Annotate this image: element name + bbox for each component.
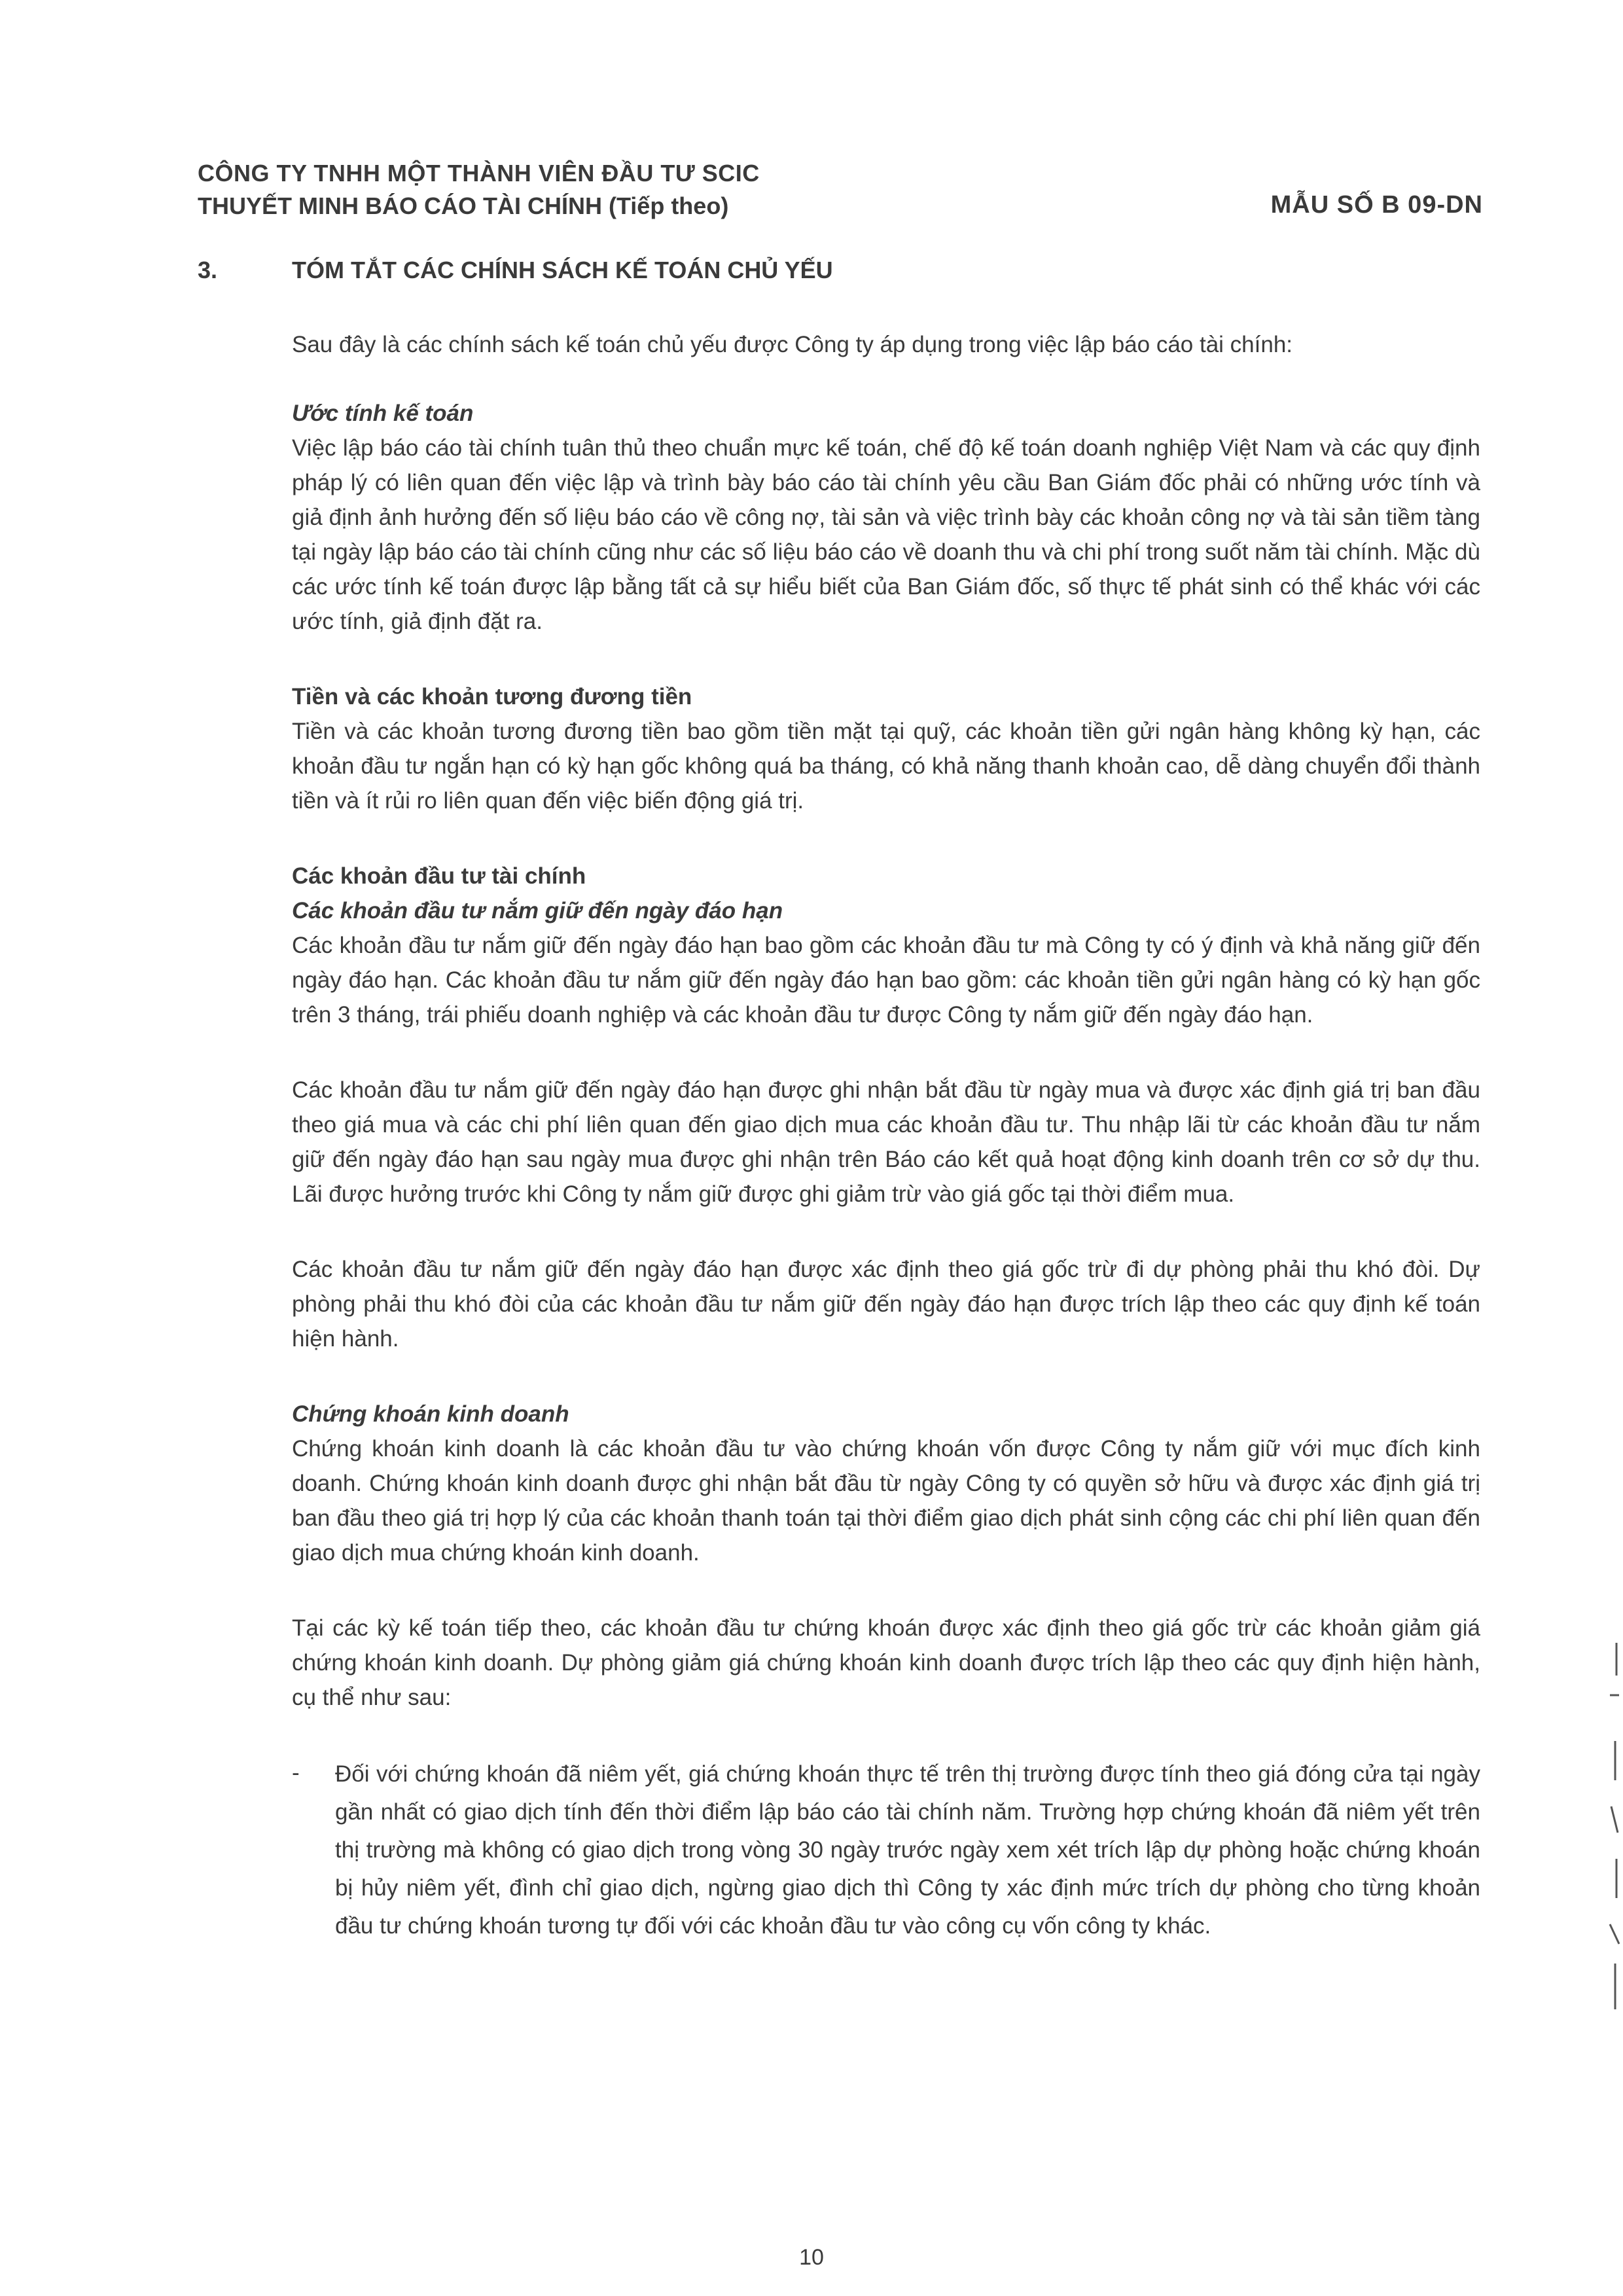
- page-header: [198, 157, 1493, 223]
- estimates-paragraph: Việc lập báo cáo tài chính tuân thủ theo chuẩn mực kế toán, chế độ kế toán doanh nghiệp Việt Nam và các quy định pháp lý có liên quan đến việc lập và trình bày báo cáo tài chính yêu cầu Ban Giám đốc phải có những ước tính và giả định ảnh hưởng đến số liệu báo cáo về công nợ, tài sản và việc trình bày các khoản công nợ và tài sản tiềm tàng tại ngày lập báo cáo tài chính cũng như các số liệu báo cáo về doanh thu và chi phí trong suốt năm tài chính. Mặc dù các ước tính kế toán được lập bằng tất cả sự hiểu biết của Ban Giám đốc, số thực tế phát sinh có thể khác với các ước tính, giả định đặt ra.: [292, 435, 1480, 634]
- section-heading: [198, 257, 833, 284]
- document-subtitle: THUYẾT MINH BÁO CÁO TÀI CHÍNH (Tiếp theo): [198, 192, 729, 219]
- trading-paragraph-1: Chứng khoán kinh doanh là các khoản đầu tư vào chứng khoán vốn được Công ty nắm giữ với mục đích kinh doanh. Chứng khoán kinh doanh được ghi nhận bắt đầu từ ngày Công ty có quyền sở hữu và được xác định giá trị ban đầu theo giá trị hợp lý của các khoản thanh toán tại thời điểm giao dịch phát sinh cộng các chi phí liên quan đến giao dịch mua chứng khoán kinh doanh.: [292, 1436, 1480, 1566]
- form-number: MẪU SỐ B 09-DN: [1270, 191, 1483, 219]
- cash-paragraph: Tiền và các khoản tương đương tiền bao gồm tiền mặt tại quỹ, các khoản tiền gửi ngân hàng không kỳ hạn, các khoản đầu tư ngắn hạn có kỳ hạn gốc không quá ba tháng, có khả năng thanh khoản cao, dễ dàng chuyển đổi thành tiền và ít rủi ro liên quan đến việc biến động giá trị.: [292, 719, 1480, 814]
- htm-paragraph-2: Các khoản đầu tư nắm giữ đến ngày đáo hạn được ghi nhận bắt đầu từ ngày mua và được xác định giá trị ban đầu theo giá mua và các chi phí liên quan đến giao dịch mua các khoản đầu tư. Thu nhập lãi từ các khoản đầu tư nắm giữ đến ngày đáo hạn sau ngày mua được ghi nhận trên Báo cáo kết quả hoạt động kinh doanh trên cơ sở dự thu. Lãi được hưởng trước khi Công ty nắm giữ được ghi giảm trừ vào giá gốc tại thời điểm mua.: [292, 1077, 1480, 1207]
- list-item: [292, 1755, 1480, 1945]
- estimates-heading: Ước tính kế toán: [292, 401, 474, 426]
- trading-bullet-1: Đối với chứng khoán đã niêm yết, giá chứng khoán thực tế trên thị trường được tính theo giá đóng cửa tại ngày gần nhất có giao dịch tính đến thời điểm lập báo cáo tài chính năm. Trường hợp chứng khoán đã niêm yết trên thị trường mà không có giao dịch trong vòng 30 ngày trước ngày xem xét trích lập dự phòng hoặc chứng khoán bị hủy niêm yết, đình chỉ giao dịch, ngừng giao dịch thì Công ty xác định mức trích dự phòng cho từng khoản đầu tư chứng khoán tương tự đối với các khoản đầu tư vào công cụ vốn công ty khác.: [335, 1761, 1480, 1939]
- cash-heading: Tiền và các khoản tương đương tiền: [292, 684, 692, 709]
- page-number: 10: [799, 2245, 824, 2270]
- company-name: CÔNG TY TNHH MỘT THÀNH VIÊN ĐẦU TƯ SCIC: [198, 160, 760, 187]
- htm-paragraph-3: Các khoản đầu tư nắm giữ đến ngày đáo hạn được xác định theo giá gốc trừ đi dự phòng phải thu khó đòi. Dự phòng phải thu khó đòi của các khoản đầu tư nắm giữ đến ngày đáo hạn được trích lập theo các quy định kế toán hiện hành.: [292, 1257, 1480, 1352]
- document-body: [292, 327, 1480, 1945]
- investments-heading: Các khoản đầu tư tài chính: [292, 863, 586, 889]
- trading-heading: Chứng khoán kinh doanh: [292, 1401, 569, 1427]
- bullet-dash: -: [292, 1760, 300, 1785]
- section-number: 3.: [198, 257, 218, 283]
- section-title: TÓM TẮT CÁC CHÍNH SÁCH KẾ TOÁN CHỦ YẾU: [292, 257, 833, 283]
- trading-paragraph-2: Tại các kỳ kế toán tiếp theo, các khoản đầu tư chứng khoán được xác định theo giá gốc trừ các khoản giảm giá chứng khoán kinh doanh. Dự phòng giảm giá chứng khoán kinh doanh được trích lập theo các quy định hiện hành, cụ thể như sau:: [292, 1615, 1480, 1710]
- intro-paragraph: Sau đây là các chính sách kế toán chủ yếu được Công ty áp dụng trong việc lập báo cáo tài chính:: [292, 332, 1293, 357]
- htm-paragraph-1: Các khoản đầu tư nắm giữ đến ngày đáo hạn bao gồm các khoản đầu tư mà Công ty có ý định và khả năng giữ đến ngày đáo hạn. Các khoản đầu tư nắm giữ đến ngày đáo hạn bao gồm: các khoản tiền gửi ngân hàng có kỳ hạn gốc trên 3 tháng, trái phiếu doanh nghiệp và các khoản đầu tư được Công ty nắm giữ đến ngày đáo hạn.: [292, 933, 1480, 1028]
- scan-margin-marks: [1597, 1636, 1623, 2016]
- htm-heading: Các khoản đầu tư nắm giữ đến ngày đáo hạn: [292, 898, 783, 924]
